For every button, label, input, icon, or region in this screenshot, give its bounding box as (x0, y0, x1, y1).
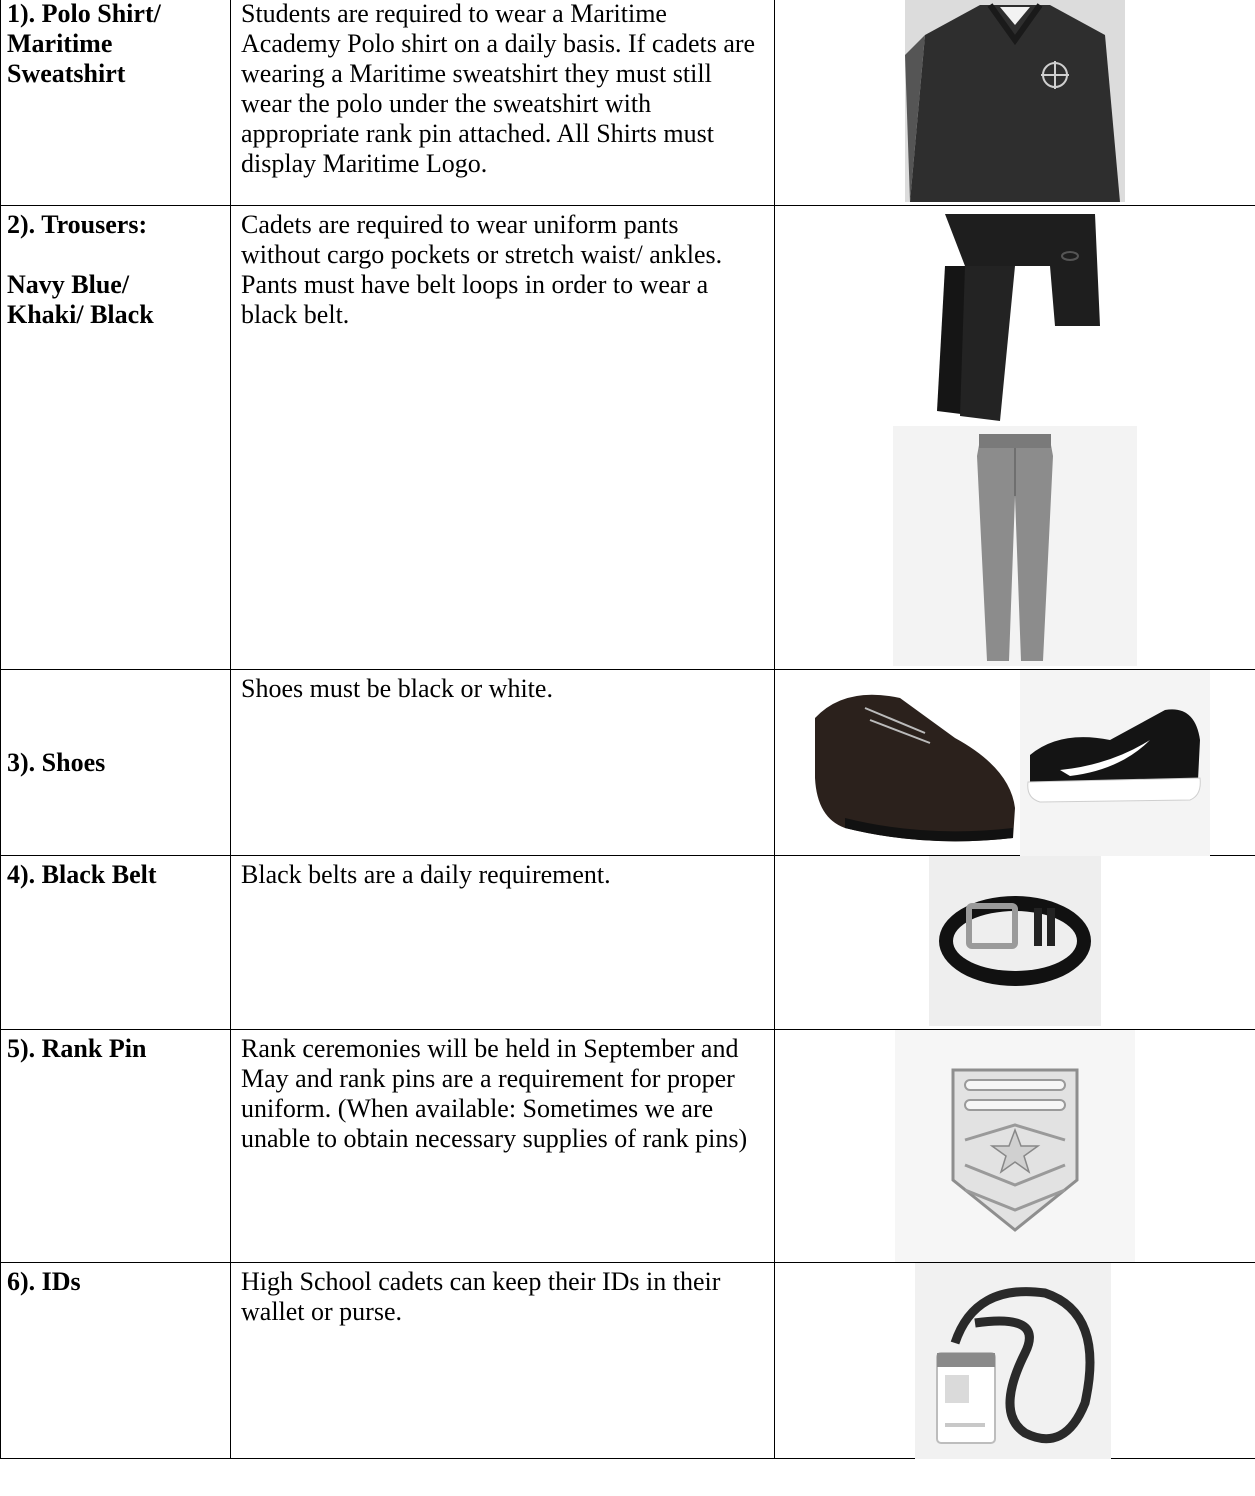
folded-black-trousers-image (905, 206, 1123, 424)
table-row (1, 1030, 1255, 1263)
item-label: 3). Shoes (7, 747, 106, 777)
item-label: 5). Rank Pin (7, 1034, 147, 1063)
item-description-cell (231, 1263, 775, 1459)
item-description-cell (231, 670, 775, 856)
item-label-cell (1, 670, 231, 856)
item-description: High School cadets can keep their IDs in their wallet or purse. (241, 1267, 721, 1326)
table-row (1, 1263, 1255, 1459)
item-image-cell (775, 206, 1255, 670)
item-label-cell (1, 1263, 231, 1459)
black-belt-image (929, 856, 1101, 1026)
item-label: 2). Trousers: (7, 210, 148, 239)
item-description: Students are required to wear a Maritime Academy Polo shirt on a daily basis. If cadets are wearing a Maritime sweatshirt they must still wear the polo under the sweatshirt with appropriate rank pin attached. All Shirts must display Maritime Logo. (241, 0, 756, 178)
item-label: 6). IDs (7, 1267, 81, 1296)
item-image-cell (775, 856, 1255, 1030)
item-description-cell (231, 0, 775, 206)
item-description: Shoes must be black or white. (241, 674, 553, 703)
item-label: 1). Polo Shirt/ (7, 0, 161, 28)
leather-shoe-image (805, 678, 1020, 848)
table-row (1, 670, 1255, 856)
item-label: Navy Blue/ (7, 270, 130, 299)
item-label-cell (1, 1030, 231, 1263)
polo-shirt-image (905, 0, 1125, 202)
item-image-cell (775, 670, 1255, 856)
table-row (1, 856, 1255, 1030)
item-label-cell (1, 856, 231, 1030)
table-row (1, 206, 1255, 670)
item-label-cell (1, 206, 231, 670)
item-label-cell (1, 0, 231, 206)
id-lanyard-image (915, 1263, 1111, 1459)
item-description-cell (231, 206, 775, 670)
rank-pin-image (895, 1030, 1135, 1262)
item-image-cell (775, 0, 1255, 206)
table-row (1, 0, 1255, 206)
item-description-cell (231, 1030, 775, 1263)
item-description: Rank ceremonies will be held in September and May and rank pins are a requirement for proper uniform. (When available: Sometimes we are unable to obtain necessary supplies of rank pins) (241, 1034, 748, 1153)
grey-trousers-image (893, 426, 1137, 666)
item-image-cell (775, 1030, 1255, 1263)
item-label: Khaki/ Black (7, 300, 154, 329)
item-description-cell (231, 856, 775, 1030)
item-description: Cadets are required to wear uniform pants without cargo pockets or stretch waist/ ankles. Pants must have belt loops in order to wear a black belt. (241, 210, 723, 329)
item-description: Black belts are a daily requirement. (241, 860, 611, 889)
item-label: 4). Black Belt (7, 860, 157, 889)
item-image-cell (775, 1263, 1255, 1459)
item-label: Maritime (7, 29, 113, 58)
sneaker-image (1020, 670, 1210, 856)
item-label: Sweatshirt (7, 59, 126, 88)
